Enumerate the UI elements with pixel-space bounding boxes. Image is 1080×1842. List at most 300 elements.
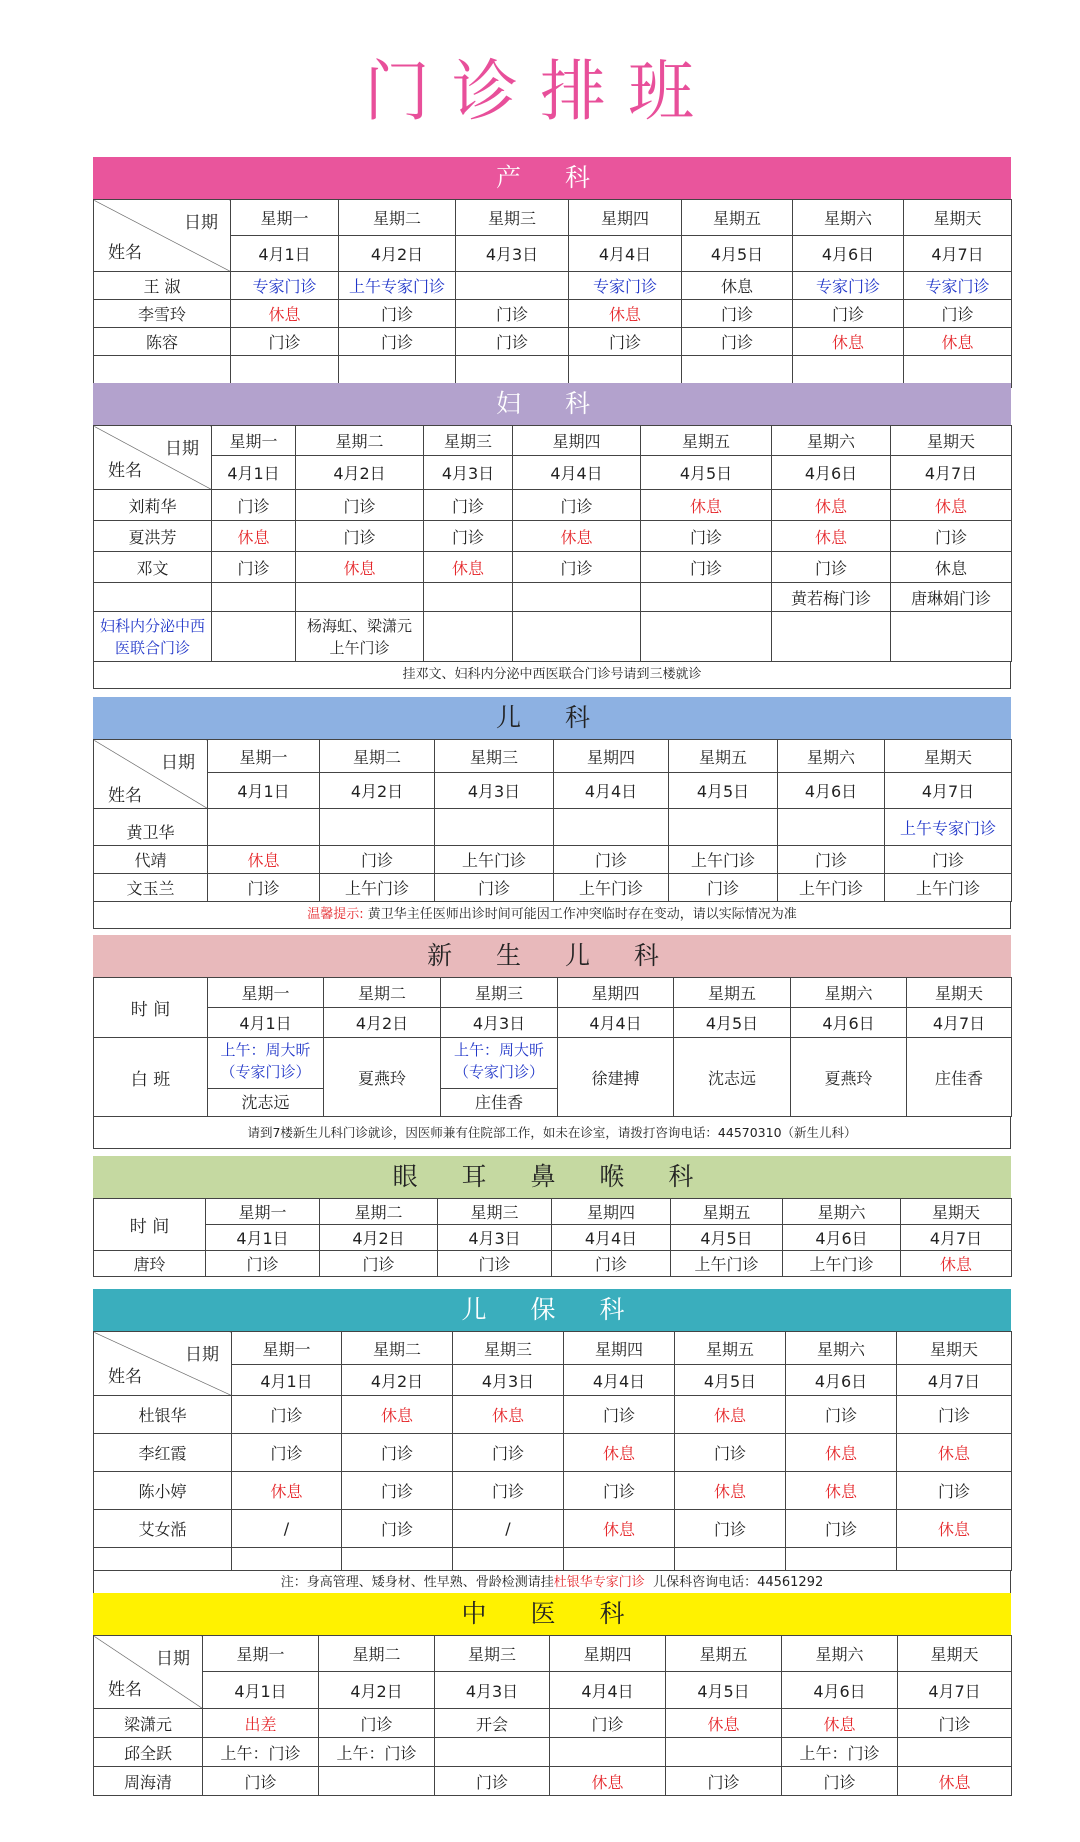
fuke-note: 挂邓文、妇科内分泌中西医联合门诊号请到三楼就诊 <box>93 662 1011 689</box>
weekday-header: 星期二 <box>296 426 424 456</box>
weekday-header: 星期五 <box>675 1332 786 1365</box>
weekday-header: 星期六 <box>783 1199 901 1225</box>
date-header: 4月1日 <box>212 456 296 490</box>
shift-cell: 门诊 <box>424 490 513 521</box>
weekday-header: 星期一 <box>208 740 320 773</box>
shift-cell: 门诊 <box>682 300 793 328</box>
shift-cell: 休息 <box>569 300 682 328</box>
schedule-table-erke <box>93 739 1012 902</box>
doctor-name: 夏洪芳 <box>94 521 212 552</box>
shift-cell: 上午门诊 <box>778 874 885 902</box>
date-header: 4月1日 <box>232 1365 342 1396</box>
date-header: 4月5日 <box>641 456 772 490</box>
erke-note-label: 温馨提示: <box>307 907 364 922</box>
weekday-header: 星期天 <box>897 1332 1012 1365</box>
joint-clinic-label: 妇科内分泌中西医联合门诊 <box>94 612 212 662</box>
shift-cell: 上午门诊 <box>320 874 435 902</box>
shift-cell: 休息 <box>513 521 641 552</box>
shift-cell: 上午门诊 <box>783 1251 901 1277</box>
weekday-header: 星期四 <box>552 1199 671 1225</box>
doctor-name: 陈小婷 <box>94 1472 232 1510</box>
weekday-header: 星期三 <box>438 1199 552 1225</box>
section-xinsheng <box>93 935 1011 1149</box>
shift-cell <box>208 1038 324 1117</box>
date-header: 4月4日 <box>554 773 669 809</box>
shift-cell: 门诊 <box>554 846 669 874</box>
corner-name: 姓名 <box>108 243 142 263</box>
corner-cell <box>94 1332 232 1396</box>
section-erke <box>93 697 1011 929</box>
shift-cell <box>550 1738 666 1767</box>
date-header: 4月6日 <box>783 1225 901 1251</box>
shift-cell: 夏燕玲 <box>324 1038 441 1117</box>
weekday-header: 星期四 <box>564 1332 675 1365</box>
shift-cell: 门诊 <box>206 1251 320 1277</box>
doctor-name: 唐玲 <box>94 1251 206 1277</box>
day-shift-label: 白 班 <box>94 1038 208 1117</box>
date-header: 4月2日 <box>319 1672 435 1709</box>
shift-cell: 休息 <box>231 300 339 328</box>
shift-cell: 门诊 <box>897 1396 1012 1434</box>
section-chanke <box>93 157 1011 388</box>
date-header: 4月6日 <box>786 1365 897 1396</box>
shift-cell: 休息 <box>453 1396 564 1434</box>
date-header: 4月5日 <box>669 773 778 809</box>
date-header: 4月1日 <box>203 1672 319 1709</box>
joint-clinic-cell <box>296 612 424 662</box>
shift-cell: 门诊 <box>342 1472 453 1510</box>
shift-cell: 出差 <box>203 1709 319 1738</box>
weekday-header: 星期三 <box>424 426 513 456</box>
section-erbao <box>93 1289 1011 1596</box>
time-label: 时 间 <box>94 978 208 1038</box>
shift-cell: 上午：门诊 <box>319 1738 435 1767</box>
shift-doctor: 沈志远 <box>208 1088 323 1116</box>
shift-cell: 门诊 <box>772 552 891 583</box>
date-header: 4月1日 <box>206 1225 320 1251</box>
corner-date: 日期 <box>156 1649 190 1669</box>
shift-cell: 休息 <box>675 1472 786 1510</box>
shift-cell <box>424 583 513 612</box>
shift-cell: 门诊 <box>669 874 778 902</box>
shift-cell: 休息 <box>675 1396 786 1434</box>
shift-cell: 门诊 <box>456 300 569 328</box>
shift-cell: 上午专家门诊 <box>885 809 1012 846</box>
shift-cell: 门诊 <box>891 521 1012 552</box>
weekday-header: 星期一 <box>203 1636 319 1672</box>
date-header: 4月4日 <box>569 236 682 272</box>
shift-cell: 黄若梅门诊 <box>772 583 891 612</box>
shift-cell: 上午：门诊 <box>782 1738 898 1767</box>
shift-cell: 门诊 <box>339 328 456 356</box>
shift-cell: 门诊 <box>898 1709 1012 1738</box>
shift-cell: 休息 <box>564 1510 675 1548</box>
weekday-header: 星期六 <box>772 426 891 456</box>
date-header: 4月7日 <box>901 1225 1012 1251</box>
shift-cell: 上午专家门诊 <box>339 272 456 300</box>
corner-date: 日期 <box>185 1345 219 1365</box>
shift-cell: 休息 <box>786 1434 897 1472</box>
weekday-header: 星期二 <box>320 740 435 773</box>
shift-cell: 休息 <box>891 490 1012 521</box>
weekday-header: 星期三 <box>456 200 569 236</box>
shift-cell: 徐建搏 <box>558 1038 674 1117</box>
shift-cell: 上午门诊 <box>671 1251 783 1277</box>
shift-cell: 门诊 <box>319 1709 435 1738</box>
date-header: 4月4日 <box>550 1672 666 1709</box>
date-header: 4月6日 <box>793 236 904 272</box>
shift-cell: 休息 <box>897 1434 1012 1472</box>
corner-name: 姓名 <box>108 1680 142 1700</box>
date-header: 4月3日 <box>453 1365 564 1396</box>
shift-cell: 休息 <box>793 328 904 356</box>
weekday-header: 星期五 <box>666 1636 782 1672</box>
weekday-header: 星期六 <box>786 1332 897 1365</box>
corner-date: 日期 <box>184 213 218 233</box>
weekday-header: 星期四 <box>558 978 674 1008</box>
weekday-header: 星期四 <box>513 426 641 456</box>
shift-cell: 门诊 <box>786 1396 897 1434</box>
shift-cell <box>212 583 296 612</box>
shift-cell <box>554 809 669 846</box>
shift-cell: 门诊 <box>320 846 435 874</box>
shift-cell: 专家门诊 <box>231 272 339 300</box>
date-header: 4月5日 <box>682 236 793 272</box>
date-header: 4月7日 <box>891 456 1012 490</box>
doctor-name: 代靖 <box>94 846 208 874</box>
shift-cell <box>666 1738 782 1767</box>
weekday-header: 星期一 <box>232 1332 342 1365</box>
date-header: 4月2日 <box>324 1008 441 1038</box>
doctor-name: 杜银华 <box>94 1396 232 1434</box>
weekday-header: 星期六 <box>782 1636 898 1672</box>
erbao-note-a: 注：身高管理、矮身材、性早熟、骨龄检测请挂 <box>280 1575 554 1590</box>
shift-cell: 门诊 <box>232 1434 342 1472</box>
shift-cell: 门诊 <box>513 552 641 583</box>
shift-cell: 休息 <box>772 490 891 521</box>
shift-cell: 开会 <box>435 1709 550 1738</box>
shift-cell: 门诊 <box>342 1510 453 1548</box>
section-header-chanke: 产 科 <box>93 157 1011 199</box>
xinsheng-note: 请到7楼新生儿科门诊就诊，因医师兼有住院部工作，如未在诊室，请拨打咨询电话：44570310（新生儿科） <box>93 1117 1011 1149</box>
date-header: 4月6日 <box>778 773 885 809</box>
shift-cell: 休息 <box>898 1767 1012 1796</box>
shift-cell <box>641 583 772 612</box>
shift-cell: 休息 <box>891 552 1012 583</box>
shift-cell: 门诊 <box>641 521 772 552</box>
shift-cell: 门诊 <box>675 1434 786 1472</box>
weekday-header: 星期一 <box>206 1199 320 1225</box>
shift-cell: 休息 <box>550 1767 666 1796</box>
date-header: 4月7日 <box>907 1008 1012 1038</box>
section-header-fuke: 妇 科 <box>93 383 1011 425</box>
shift-cell: 休息 <box>232 1472 342 1510</box>
shift-cell: 休息 <box>782 1709 898 1738</box>
shift-cell: 门诊 <box>232 1396 342 1434</box>
shift-cell: 门诊 <box>456 328 569 356</box>
shift-cell: 门诊 <box>435 1767 550 1796</box>
shift-cell <box>513 583 641 612</box>
date-header: 4月7日 <box>885 773 1012 809</box>
date-header: 4月4日 <box>564 1365 675 1396</box>
weekday-header: 星期天 <box>907 978 1012 1008</box>
page-title: 门诊排班 <box>364 53 716 130</box>
shift-cell <box>898 1738 1012 1767</box>
shift-cell: 门诊 <box>231 328 339 356</box>
joint-clinic-shift: 上午门诊 <box>329 638 390 657</box>
weekday-header: 星期四 <box>569 200 682 236</box>
schedule-table-fuke <box>93 425 1012 662</box>
shift-cell: 上午门诊 <box>554 874 669 902</box>
shift-cell: 沈志远 <box>674 1038 791 1117</box>
date-header: 4月2日 <box>342 1365 453 1396</box>
joint-clinic-doctors: 杨海虹、梁潇元 <box>306 616 412 635</box>
date-header: 4月4日 <box>513 456 641 490</box>
date-header: 4月4日 <box>552 1225 671 1251</box>
date-header: 4月4日 <box>558 1008 674 1038</box>
erke-note-text: 黄卫华主任医师出诊时间可能因工作冲突临时存在变动，请以实际情况为准 <box>367 907 797 922</box>
shift-cell: 门诊 <box>342 1434 453 1472</box>
shift-cell: 专家门诊 <box>569 272 682 300</box>
schedule-table-xinsheng <box>93 977 1012 1117</box>
shift-doctor: 庄佳香 <box>441 1088 557 1116</box>
shift-cell: 门诊 <box>212 490 296 521</box>
weekday-header: 星期天 <box>901 1199 1012 1225</box>
weekday-header: 星期五 <box>671 1199 783 1225</box>
shift-cell: 门诊 <box>453 1434 564 1472</box>
shift-cell: 休息 <box>212 521 296 552</box>
doctor-name: 邱全跃 <box>94 1738 203 1767</box>
weekday-header: 星期三 <box>435 1636 550 1672</box>
shift-cell: 门诊 <box>569 328 682 356</box>
shift-cell: 门诊 <box>666 1767 782 1796</box>
date-header: 4月3日 <box>456 236 569 272</box>
corner-cell <box>94 200 231 272</box>
section-fuke <box>93 383 1011 689</box>
shift-cell: 门诊 <box>435 874 554 902</box>
shift-cell: 门诊 <box>320 1251 438 1277</box>
corner-cell <box>94 426 212 490</box>
shift-cell: 休息 <box>897 1510 1012 1548</box>
weekday-header: 星期二 <box>324 978 441 1008</box>
doctor-name: 李雪玲 <box>94 300 231 328</box>
doctor-name: 周海清 <box>94 1767 203 1796</box>
weekday-header: 星期一 <box>212 426 296 456</box>
shift-cell <box>669 809 778 846</box>
date-header: 4月5日 <box>675 1365 786 1396</box>
shift-cell: 门诊 <box>897 1472 1012 1510</box>
section-header-erke: 儿 科 <box>93 697 1011 739</box>
shift-cell: / <box>453 1510 564 1548</box>
section-header-yanerbihou: 眼 耳 鼻 喉 科 <box>93 1156 1011 1198</box>
date-header: 4月2日 <box>296 456 424 490</box>
shift-cell: 上午：门诊 <box>203 1738 319 1767</box>
doctor-name: 艾女湉 <box>94 1510 232 1548</box>
erbao-note-c: 儿保科咨询电话：44561292 <box>653 1575 824 1590</box>
weekday-header: 星期五 <box>641 426 772 456</box>
doctor-name <box>94 583 212 612</box>
shift-cell: 门诊 <box>296 490 424 521</box>
date-header: 4月6日 <box>791 1008 907 1038</box>
schedule-table-erbao <box>93 1331 1012 1571</box>
shift-cell: 休息 <box>772 521 891 552</box>
shift-cell: 门诊 <box>424 521 513 552</box>
doctor-name: 梁潇元 <box>94 1709 203 1738</box>
shift-cell: 门诊 <box>552 1251 671 1277</box>
shift-cell: 休息 <box>901 1251 1012 1277</box>
shift-cell: 休息 <box>342 1396 453 1434</box>
weekday-header: 星期二 <box>342 1332 453 1365</box>
shift-cell: 门诊 <box>296 521 424 552</box>
date-header: 4月5日 <box>674 1008 791 1038</box>
date-header: 4月1日 <box>208 773 320 809</box>
shift-cell <box>435 1738 550 1767</box>
date-header: 4月2日 <box>320 773 435 809</box>
time-label: 时 间 <box>94 1199 206 1251</box>
date-header: 4月1日 <box>231 236 339 272</box>
doctor-name: 王 淑 <box>94 272 231 300</box>
shift-cell: 门诊 <box>782 1767 898 1796</box>
shift-cell: 上午门诊 <box>669 846 778 874</box>
section-header-xinsheng: 新 生 儿 科 <box>93 935 1011 977</box>
shift-cell <box>441 1038 558 1117</box>
weekday-header: 星期二 <box>319 1636 435 1672</box>
shift-cell: 门诊 <box>682 328 793 356</box>
section-header-zhongyi: 中 医 科 <box>93 1593 1011 1635</box>
date-header: 4月3日 <box>438 1225 552 1251</box>
shift-cell: 庄佳香 <box>907 1038 1012 1117</box>
date-header: 4月3日 <box>441 1008 558 1038</box>
schedule-table-yanerbihou <box>93 1198 1012 1277</box>
schedule-table-chanke <box>93 199 1012 388</box>
shift-cell: 休息 <box>904 328 1012 356</box>
weekday-header: 星期一 <box>208 978 324 1008</box>
weekday-header: 星期天 <box>885 740 1012 773</box>
date-header: 4月6日 <box>772 456 891 490</box>
schedule-table-zhongyi <box>93 1635 1012 1796</box>
shift-cell: 休息 <box>564 1434 675 1472</box>
corner-date: 日期 <box>165 439 199 459</box>
shift-cell: 休息 <box>786 1472 897 1510</box>
shift-cell: 门诊 <box>641 552 772 583</box>
shift-cell: 门诊 <box>513 490 641 521</box>
shift-cell: 休息 <box>666 1709 782 1738</box>
shift-cell <box>456 272 569 300</box>
shift-cell <box>320 809 435 846</box>
weekday-header: 星期天 <box>898 1636 1012 1672</box>
shift-expert: 上午：周大昕（专家门诊） <box>220 1041 311 1081</box>
shift-cell: 门诊 <box>793 300 904 328</box>
corner-cell <box>94 740 208 809</box>
weekday-header: 星期五 <box>682 200 793 236</box>
shift-cell: 门诊 <box>339 300 456 328</box>
weekday-header: 星期五 <box>674 978 791 1008</box>
shift-cell: 门诊 <box>550 1709 666 1738</box>
shift-cell: 休息 <box>682 272 793 300</box>
weekday-header: 星期天 <box>904 200 1012 236</box>
shift-cell: 门诊 <box>438 1251 552 1277</box>
doctor-name: 黄卫华 <box>94 809 208 846</box>
corner-name: 姓名 <box>108 1367 142 1387</box>
section-yanerbihou <box>93 1156 1011 1277</box>
shift-cell <box>208 809 320 846</box>
shift-cell: 门诊 <box>208 874 320 902</box>
shift-cell: 上午门诊 <box>435 846 554 874</box>
shift-cell: 休息 <box>296 552 424 583</box>
corner-name: 姓名 <box>108 786 142 806</box>
shift-cell: 门诊 <box>203 1767 319 1796</box>
weekday-header: 星期六 <box>793 200 904 236</box>
weekday-header: 星期六 <box>778 740 885 773</box>
shift-cell: 专家门诊 <box>904 272 1012 300</box>
weekday-header: 星期三 <box>441 978 558 1008</box>
doctor-name: 刘莉华 <box>94 490 212 521</box>
date-header: 4月2日 <box>339 236 456 272</box>
section-header-erbao: 儿 保 科 <box>93 1289 1011 1331</box>
shift-cell <box>319 1767 435 1796</box>
date-header: 4月1日 <box>208 1008 324 1038</box>
date-header: 4月6日 <box>782 1672 898 1709</box>
shift-cell: 门诊 <box>675 1510 786 1548</box>
shift-cell <box>778 809 885 846</box>
weekday-header: 星期三 <box>453 1332 564 1365</box>
shift-expert: 上午：周大昕（专家门诊） <box>453 1041 544 1081</box>
weekday-header: 星期三 <box>435 740 554 773</box>
shift-cell: 门诊 <box>564 1396 675 1434</box>
weekday-header: 星期六 <box>791 978 907 1008</box>
weekday-header: 星期天 <box>891 426 1012 456</box>
shift-cell: 上午门诊 <box>885 874 1012 902</box>
shift-cell <box>435 809 554 846</box>
date-header: 4月7日 <box>904 236 1012 272</box>
erke-note <box>93 902 1011 929</box>
shift-cell: 门诊 <box>778 846 885 874</box>
erbao-note-b: 杜银华专家门诊 <box>553 1575 645 1590</box>
shift-cell: 门诊 <box>904 300 1012 328</box>
corner-name: 姓名 <box>108 461 142 481</box>
shift-cell: 门诊 <box>453 1472 564 1510</box>
doctor-name: 文玉兰 <box>94 874 208 902</box>
section-zhongyi <box>93 1593 1011 1796</box>
date-header: 4月3日 <box>424 456 513 490</box>
shift-cell: 休息 <box>208 846 320 874</box>
shift-cell: 休息 <box>424 552 513 583</box>
shift-cell: 门诊 <box>885 846 1012 874</box>
shift-cell <box>296 583 424 612</box>
doctor-name: 邓文 <box>94 552 212 583</box>
date-header: 4月2日 <box>320 1225 438 1251</box>
doctor-name: 陈容 <box>94 328 231 356</box>
weekday-header: 星期四 <box>554 740 669 773</box>
corner-cell <box>94 1636 203 1709</box>
weekday-header: 星期二 <box>320 1199 438 1225</box>
date-header: 4月5日 <box>671 1225 783 1251</box>
shift-cell: 门诊 <box>564 1472 675 1510</box>
weekday-header: 星期四 <box>550 1636 666 1672</box>
doctor-name: 李红霞 <box>94 1434 232 1472</box>
date-header: 4月7日 <box>898 1672 1012 1709</box>
weekday-header: 星期五 <box>669 740 778 773</box>
shift-cell: 门诊 <box>212 552 296 583</box>
date-header: 4月7日 <box>897 1365 1012 1396</box>
corner-date: 日期 <box>161 753 195 773</box>
shift-cell: 休息 <box>641 490 772 521</box>
shift-cell: 专家门诊 <box>793 272 904 300</box>
date-header: 4月5日 <box>666 1672 782 1709</box>
weekday-header: 星期二 <box>339 200 456 236</box>
date-header: 4月3日 <box>435 773 554 809</box>
shift-cell: 唐琳娟门诊 <box>891 583 1012 612</box>
